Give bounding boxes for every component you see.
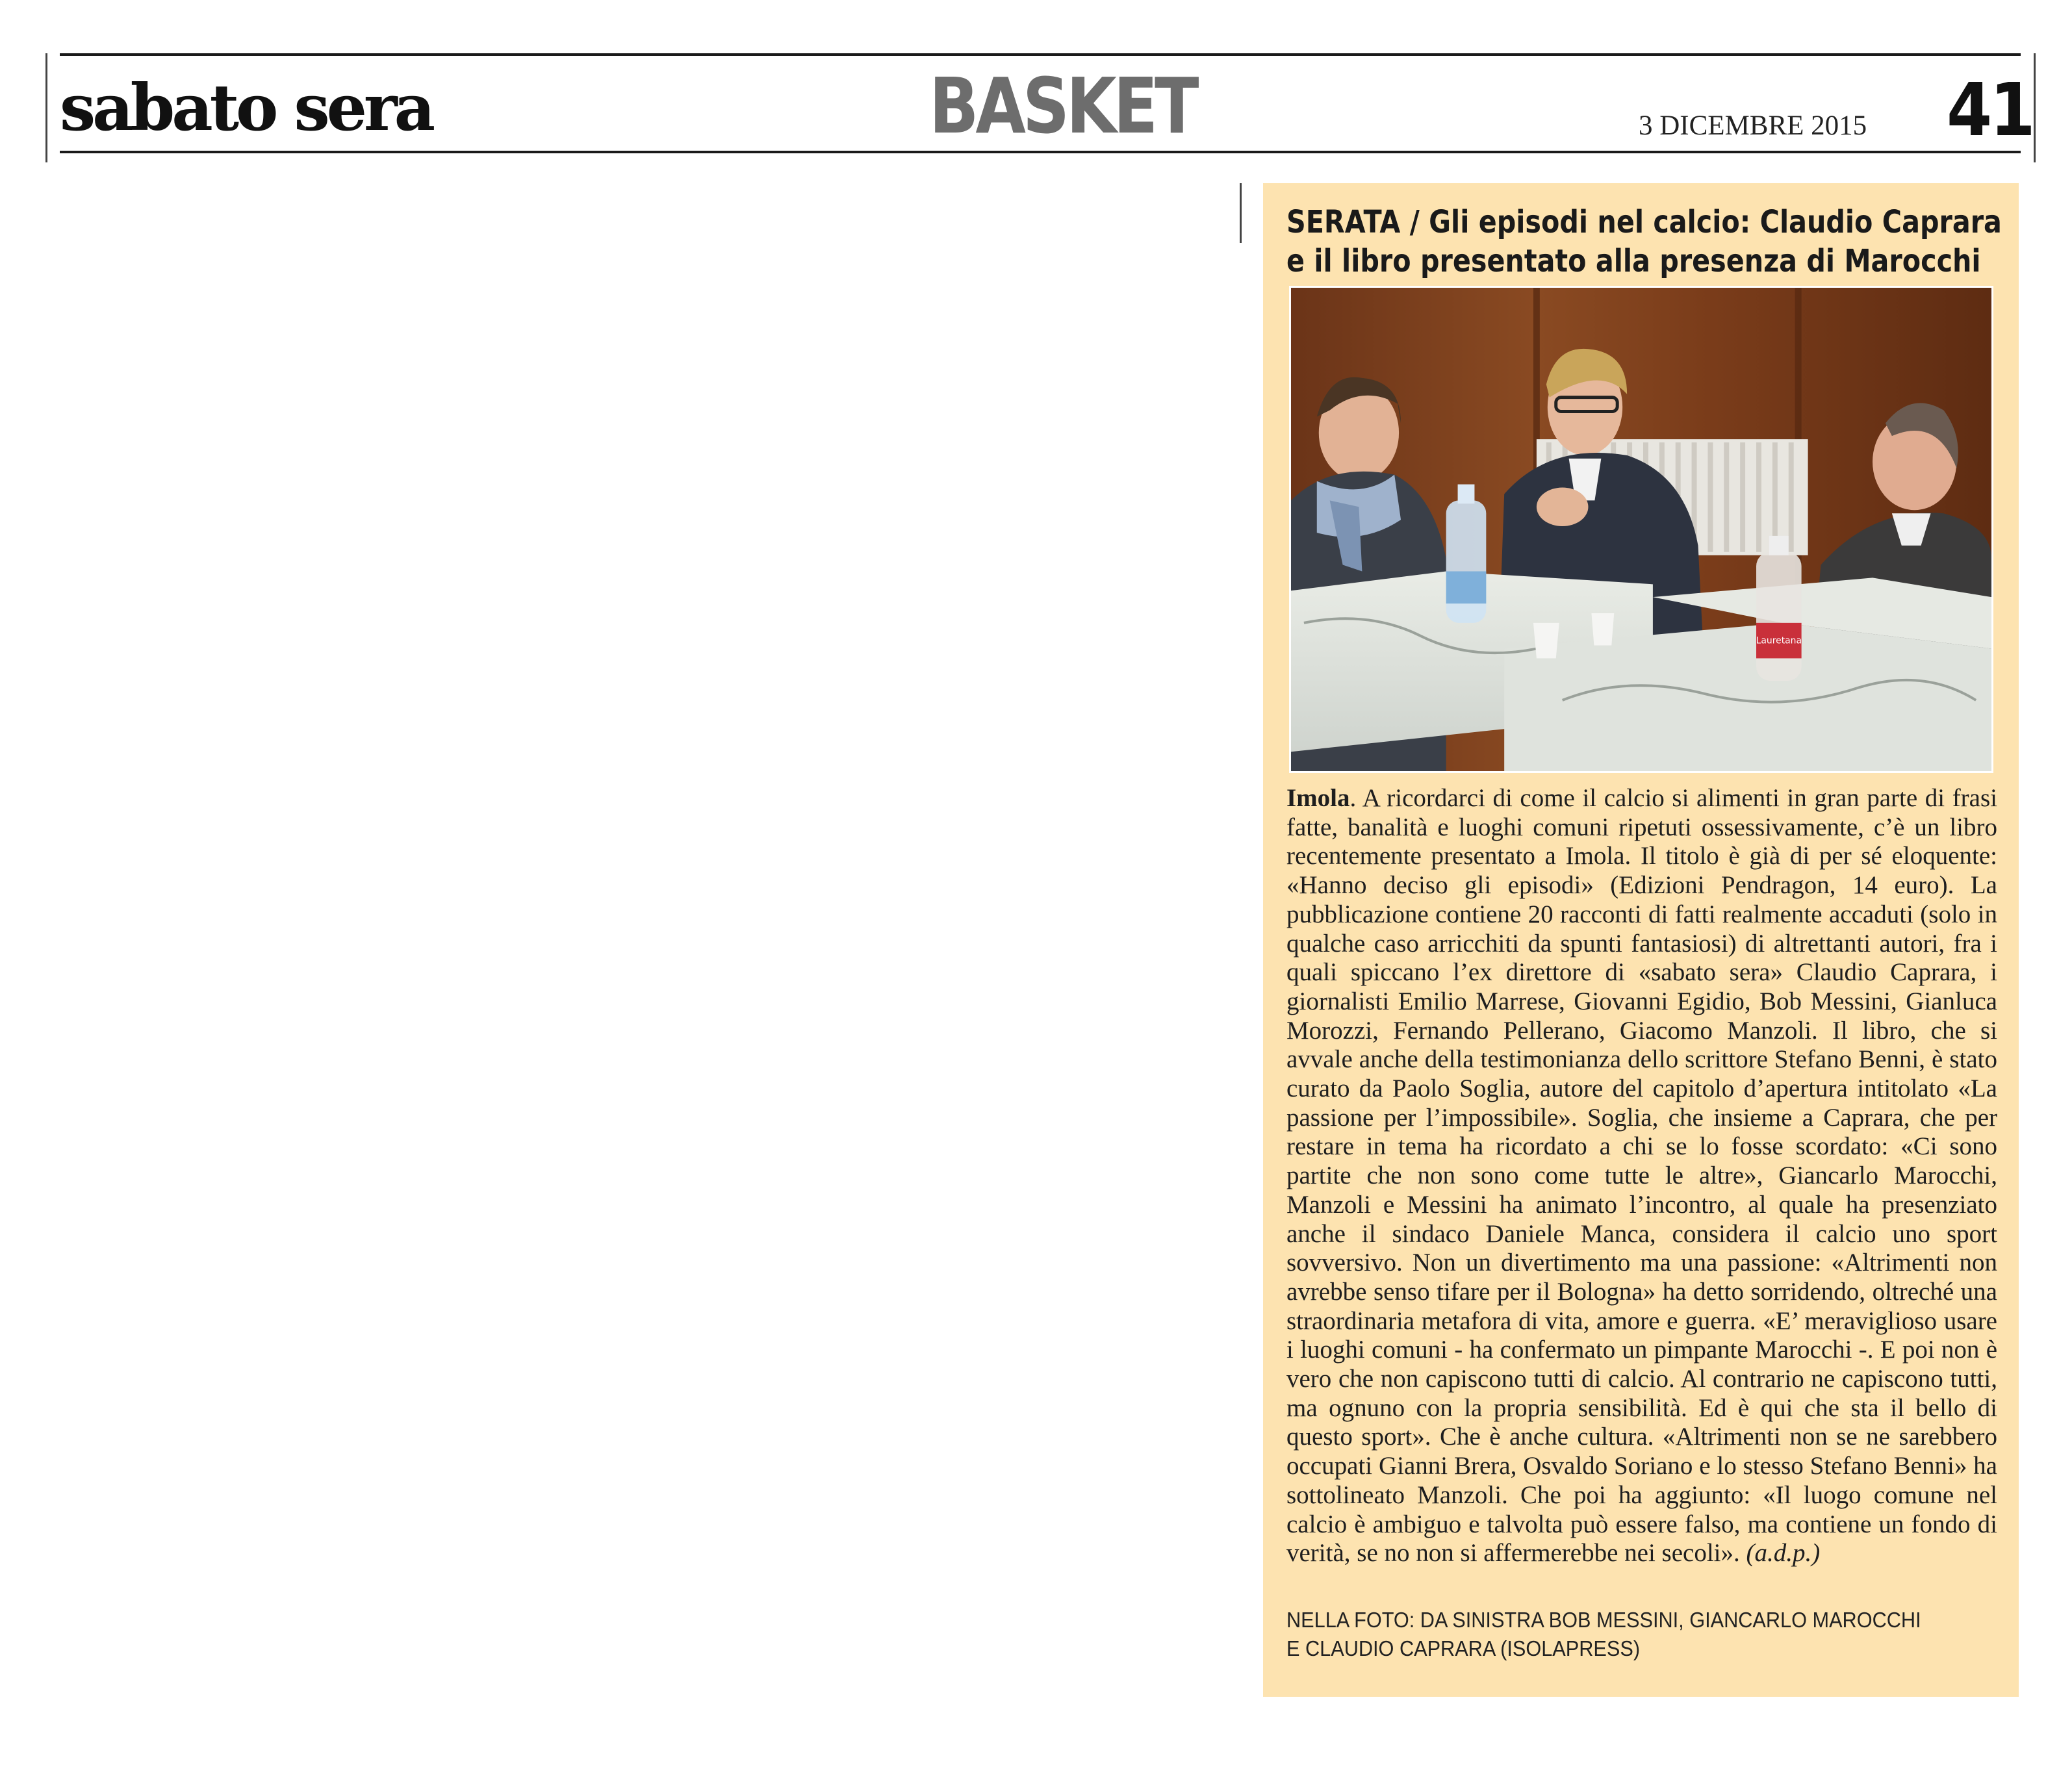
caption-line-1: NELLA FOTO: DA SINISTRA BOB MESSINI, GIANCARLO MAROCCHI xyxy=(1286,1608,1921,1632)
header-right-border xyxy=(2034,53,2036,162)
article-body-text: . A ricordarci di come il calcio si alimenti in gran parte di frasi fatte, banalità e luoghi comuni ripetuti ossessivamente, c’è un libro recentemente presentato a Imola. Il titolo è già di per sé eloquente: «Hanno deciso gli episodi» (Edizioni Pendragon, 14 euro). La pubblicazione contiene 20 racconti di fatti realmente accaduti (solo in qualche caso arricchiti da spunti fantasiosi) di altrettanti autori, fra i quali spiccano l’ex direttore di «sabato sera» Claudio Caprara, i giornalisti Emilio Marrese, Giovanni Egidio, Bob Messini, Gianluca Morozzi, Fernando Pellerano, Giacomo Manzoli. Il libro, che si avvale anche della testimonianza dello scrittore Stefano Benni, è stato curato da Paolo Soglia, autore del capitolo d’apertura intitolato «La passione per l’impossibile». Soglia, che insieme a Caprara, che per restare in tema ha ricordato a chi se lo fosse scordato: «Ci sono partite che non sono come tutte le altre», Giancarlo Marocchi, Manzoli e Messini ha animato l’incontro, al quale ha presenziato anche il sindaco Daniele Manca, considera il calcio uno sport sovversivo. Non un divertimento ma una passione: «Altrimenti non avrebbe senso tifare per il Bologna» ha detto sorridendo, oltreché una straordinaria metafora di vita, amore e guerra. «E’ meraviglioso usare i luoghi comuni - ha confermato un pimpante Marocchi -. E poi non è vero che non capiscono tutti di calcio. Al contrario ne capiscono tutti, ma ognuno con la propria sensibilità. Ed è qui che sta il bello di questo sport». Che è anche cultura. «Altrimenti non se ne sarebbero occupati Gianni Brera, Osvaldo Soriano e lo stesso Stefano Benni» ha sottolineato Manzoli. Che poi ha aggiunto: «Il luogo comune nel calcio è ambiguo e talvolta può essere falso, ma contiene un fondo di verità, se no non si affermerebbe nei secoli». xyxy=(1286,784,1997,1568)
header-left-border xyxy=(45,53,47,162)
photo-illustration xyxy=(1291,288,1991,771)
masthead-logo: sabato sera xyxy=(60,71,433,146)
article-box xyxy=(1263,183,2019,1697)
header-top-rule xyxy=(60,53,2021,56)
caption-line-2: E CLAUDIO CAPRARA (ISOLAPRESS) xyxy=(1286,1636,1641,1660)
issue-date: 3 DICEMBRE 2015 xyxy=(1639,110,1867,141)
headline-line-1: SERATA / Gli episodi nel calcio: Claudio Caprara xyxy=(1286,204,2002,240)
section-title: BASKET xyxy=(929,61,1196,151)
bottle-label: Lauretana xyxy=(1756,635,1802,646)
dateline: Imola xyxy=(1286,784,1350,812)
article-photo xyxy=(1289,286,1993,773)
header-bottom-rule xyxy=(60,151,2021,153)
article-headline xyxy=(1286,203,2002,281)
author-signature: (a.d.p.) xyxy=(1746,1539,1821,1568)
headline-line-2: e il libro presentato alla presenza di Marocchi xyxy=(1286,243,1981,279)
column-separator xyxy=(1240,183,1242,243)
article-body xyxy=(1286,784,1997,1568)
photo-caption xyxy=(1286,1606,1945,1663)
page-number: 41 xyxy=(1947,68,2034,153)
